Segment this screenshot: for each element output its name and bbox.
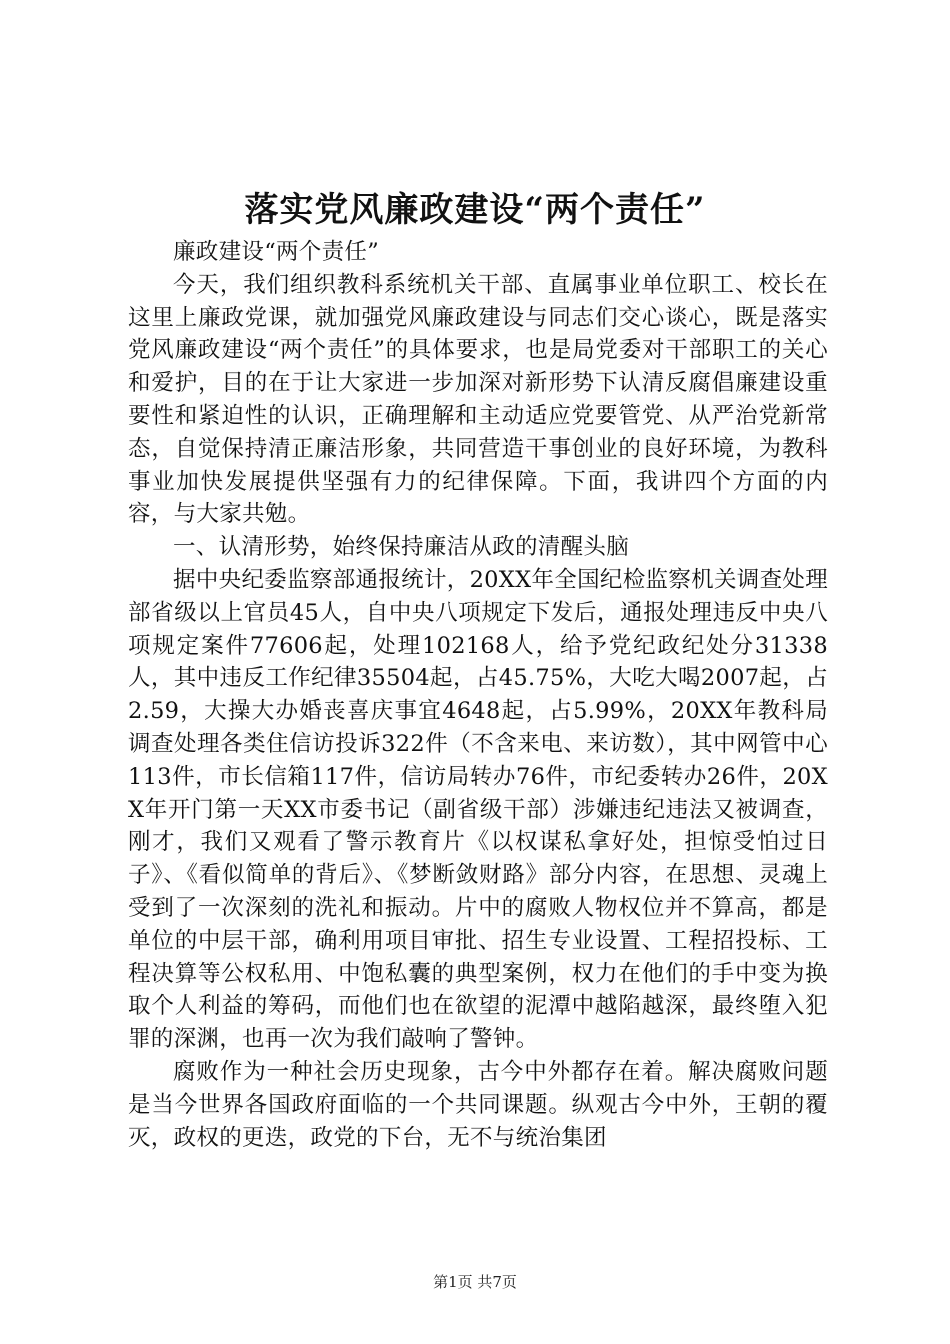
section-heading-1: 一、认清形势，始终保持廉洁从政的清醒头脑 xyxy=(173,534,630,561)
document-title: 落实党风廉政建设“两个责任” xyxy=(244,190,706,230)
document-body xyxy=(128,236,828,1154)
paragraph-statistics: 据中央纪委监察部通报统计，20XX年全国纪检监察机关调查处理部省级以上官员45人，自中央八项规定下发后，通报处理违反中央八项规定案件77606起，处理102168人，给予党纪政纪处分31338人，其中违反工作纪律35504起，占45.75%，大吃大喝2007起，占2.59，大操大办婚丧喜庆事宜4648起，占5.99%，20XX年教科局调查处理各类住信访投诉322件（不含来电、来访数），其中网管中心113件，市长信箱117件，信访局转办76件，市纪委转办26件，20XX年开门第一天XX市委书记（副省级干部）涉嫌违纪违法又被调查，刚才，我们又观看了警示教育片《以权谋私拿好处，担惊受怕过日子》、《看似简单的背后》、《梦断敛财路》部分内容，在思想、灵魂上受到了一次深刻的洗礼和振动。片中的腐败人物权位并不算高，都是单位的中层干部，确利用项目审批、招生专业设置、工程招投标、工程决算等公权私用、中饱私囊的典型案例，权力在他们的手中变为换取个人利益的筹码，而他们也在欲望的泥潭中越陷越深，最终堕入犯罪的深渊，也再一次为我们敲响了警钟。 xyxy=(128,566,828,1053)
paragraph-subtitle: 廉政建设“两个责任” xyxy=(173,239,380,265)
paragraph-corruption: 腐败作为一种社会历史现象，古今中外都存在着。解决腐败问题是当今世界各国政府面临的一个共同课题。纵观古今中外，王朝的覆灭，政权的更迭，政党的下台，无不与统治集团 xyxy=(128,1058,828,1151)
paragraph-intro: 今天，我们组织教科系统机关干部、直属事业单位职工、校长在这里上廉政党课，就加强党风廉政建设与同志们交心谈心，既是落实党风廉政建设“两个责任”的具体要求，也是局党委对干部职工的关心和爱护，目的在于让大家进一步加深对新形势下认清反腐倡廉建设重要性和紧迫性的认识，正确理解和主动适应党要管党、从严治党新常态，自觉保持清正廉洁形象，共同营造干事创业的良好环境，为教科事业加快发展提供坚强有力的纪律保障。下面，我讲四个方面的内容，与大家共勉。 xyxy=(128,271,828,528)
page-footer: 第1页 共7页 xyxy=(433,1273,517,1291)
